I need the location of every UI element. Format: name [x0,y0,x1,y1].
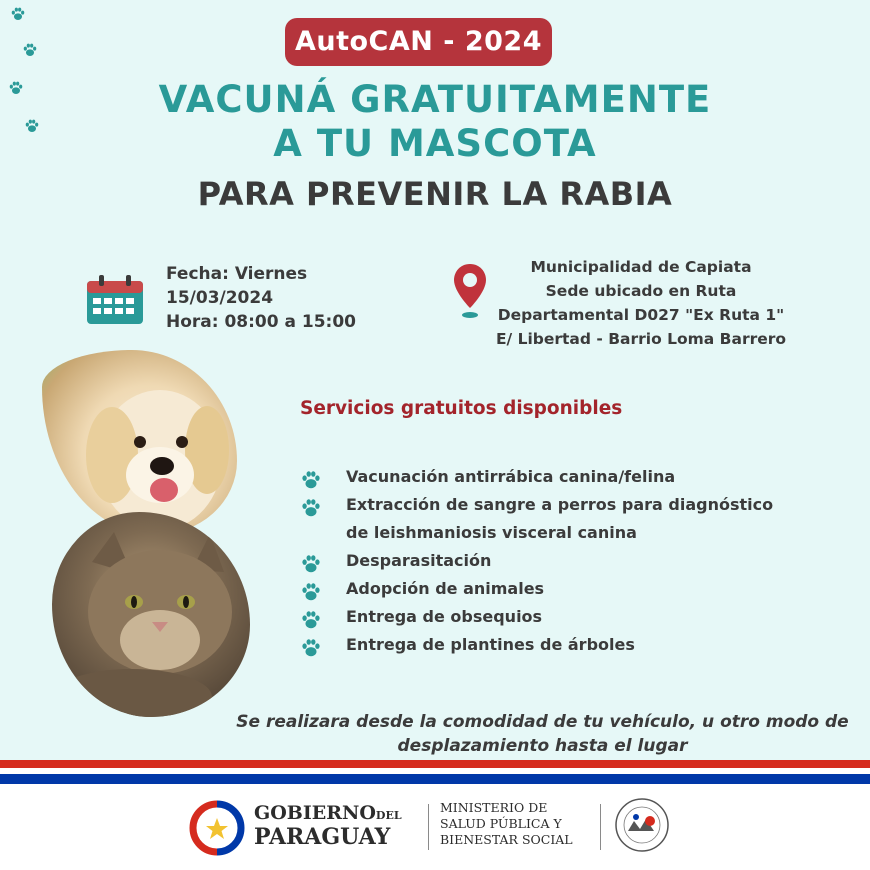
paw-icon [300,609,322,631]
government-word: GOBIERNO [254,802,376,824]
paw-icon [300,553,322,575]
service-text-line: de leishmaniosis visceral canina [346,523,637,542]
ministry-line: MINISTERIO DE [440,800,548,815]
paw-icon [300,581,322,603]
event-location [486,255,796,351]
ministry-line: BIENESTAR SOCIAL [440,832,573,847]
paw-icon [300,469,322,491]
location-line: Municipalidad de Capiata [530,258,752,276]
paraguay-seal-icon [188,800,246,856]
headline-line-1: VACUNÁ GRATUITAMENTE [158,78,712,121]
footer-divider [600,804,601,850]
service-text: Entrega de plantines de árboles [346,635,635,654]
service-item [300,547,800,575]
footer-divider [428,804,429,850]
calendar-icon [86,275,144,325]
closing-line: Se realizara desde la comodidad de tu vehículo, u otro modo de [236,712,849,732]
service-text-line: Extracción de sangre a perros para diagnóstico [346,495,774,514]
event-date-label: Fecha: Viernes [166,264,308,284]
government-name [254,802,402,824]
service-item [300,491,800,547]
service-item [300,575,800,603]
headline-subtitle: PARA PREVENIR LA RABIA [197,175,673,213]
cat-photo [52,512,250,717]
event-date-time [166,262,406,334]
dog-illustration [42,350,237,535]
paw-icon [22,42,38,58]
service-text: Desparasitación [346,551,492,570]
location-line: E/ Libertad - Barrio Loma Barrero [495,330,787,348]
paw-icon [10,6,26,22]
paw-icon [300,637,322,659]
dog-photo [42,350,237,535]
campaign-badge: AutoCAN - 2024 [285,18,552,66]
ministry-name [440,800,600,848]
services-title: Servicios gratuitos disponibles [300,398,623,419]
zoonosis-logo-icon [614,797,670,853]
country-name: PARAGUAY [254,824,391,850]
service-item [300,463,800,491]
closing-note [215,710,870,758]
service-text [346,491,773,547]
service-text: Vacunación antirrábica canina/felina [346,467,676,486]
closing-line: desplazamiento hasta el lugar [397,736,688,756]
service-item [300,631,800,659]
paw-icon [300,497,322,519]
government-del: DEL [375,809,402,822]
service-text: Adopción de animales [346,579,545,598]
event-hours: Hora: 08:00 a 15:00 [166,312,357,332]
headline-line-2: A TU MASCOTA [273,122,597,165]
service-text: Entrega de obsequios [346,607,543,626]
location-line: Departamental D027 "Ex Ruta 1" [497,306,785,324]
location-line: Sede ubicado en Ruta [545,282,737,300]
flag-stripe-red [0,760,870,768]
services-list [300,463,800,659]
location-pin-icon [452,262,488,320]
flag-stripe-blue [0,774,870,784]
ministry-line: SALUD PÚBLICA Y [440,816,562,831]
cat-illustration [52,512,250,717]
event-date: 15/03/2024 [166,288,274,308]
service-item [300,603,800,631]
footer [0,784,870,870]
